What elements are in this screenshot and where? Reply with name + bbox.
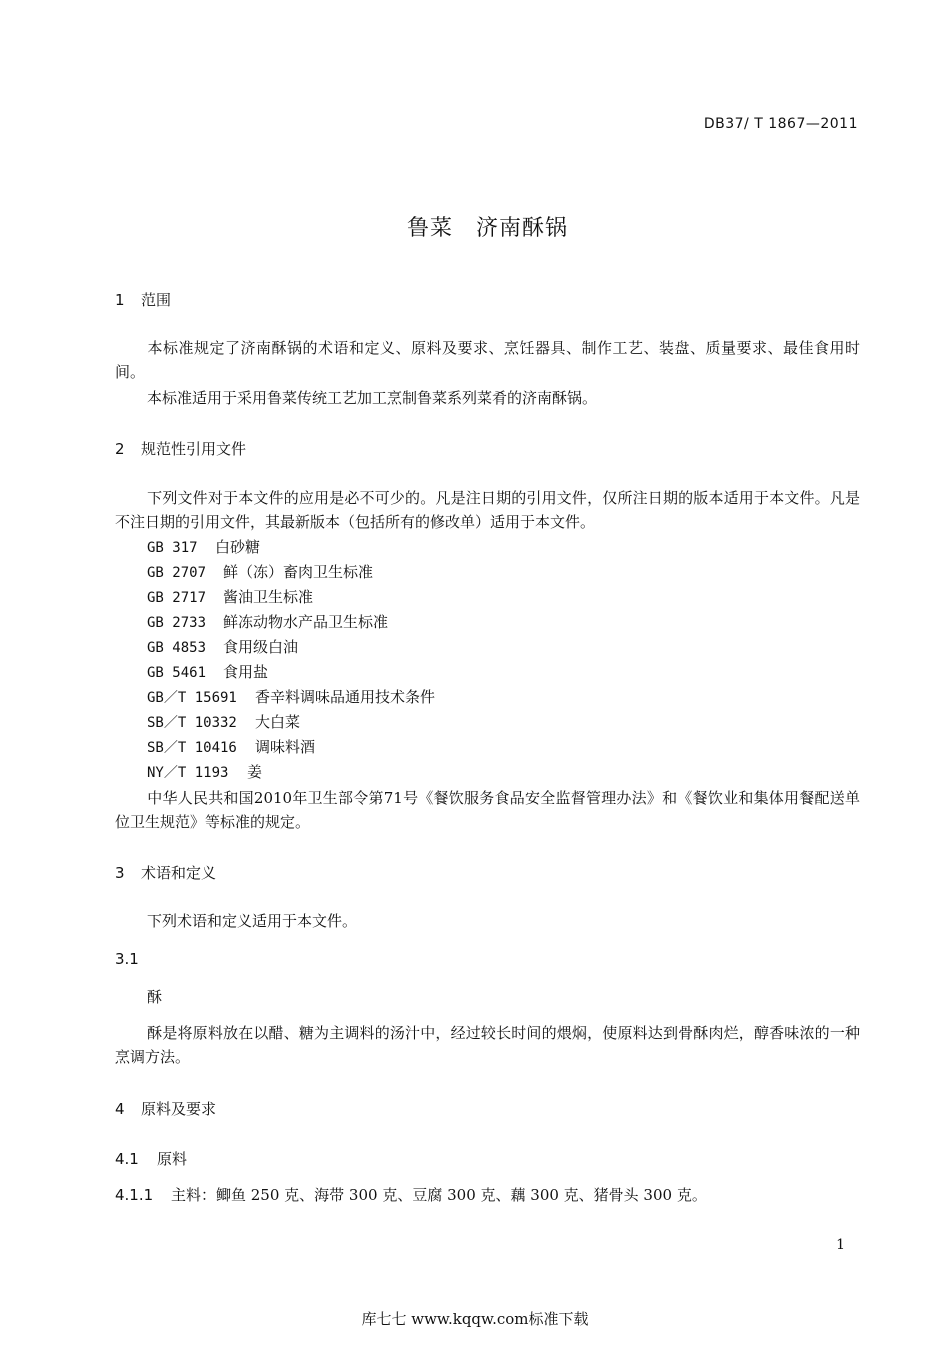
reference-item: GB 2717 酱油卫生标准 bbox=[147, 588, 314, 606]
section-number: 4 bbox=[115, 1100, 125, 1118]
reference-item: GB 5461 食用盐 bbox=[147, 663, 269, 681]
section-2-closing: 中华人民共和国2010年卫生部令第71号《餐饮服务食品安全监督管理办法》和《餐饮业和集体用餐配送单位卫生规范》等标准的规定。 bbox=[115, 789, 860, 831]
watermark-footer: 库七七 www.kqqw.com标准下载 bbox=[361, 1310, 589, 1328]
section-title: 术语和定义 bbox=[141, 864, 217, 882]
subsection-4-1-heading bbox=[115, 1148, 187, 1169]
reference-item: GB 2733 鲜冻动物水产品卫生标准 bbox=[147, 613, 389, 631]
section-number: 1 bbox=[115, 291, 125, 309]
section-4-heading bbox=[115, 1098, 216, 1119]
item-text: 主料：鲫鱼 250 克、海带 300 克、豆腐 300 克、藕 300 克、猪骨头 300 克。 bbox=[171, 1186, 707, 1204]
section-2-intro: 下列文件对于本文件的应用是必不可少的。凡是注日期的引用文件，仅所注日期的版本适用于本文件。凡是不注日期的引用文件，其最新版本（包括所有的修改单）适用于本文件。 bbox=[115, 489, 860, 531]
reference-item: GB 4853 食用级白油 bbox=[147, 638, 299, 656]
section-3-heading bbox=[115, 862, 216, 883]
section-title: 规范性引用文件 bbox=[141, 440, 247, 458]
subsection-number: 4.1 bbox=[115, 1150, 139, 1168]
subsection-title: 原料 bbox=[157, 1150, 188, 1168]
reference-item: SB／T 10416 调味料酒 bbox=[147, 738, 316, 756]
document-code: DB37/ T 1867—2011 bbox=[703, 116, 858, 132]
reference-item: GB／T 15691 香辛料调味品通用技术条件 bbox=[147, 688, 436, 706]
item-4-1-1 bbox=[115, 1183, 707, 1207]
term-name: 酥 bbox=[147, 988, 163, 1006]
section-1-paragraph-1: 本标准规定了济南酥锅的术语和定义、原料及要求、烹饪器具、制作工艺、装盘、质量要求、最佳食用时间。 bbox=[115, 339, 860, 381]
section-title: 原料及要求 bbox=[141, 1100, 217, 1118]
section-number: 3 bbox=[115, 864, 125, 882]
section-1-paragraph-2: 本标准适用于采用鲁菜传统工艺加工烹制鲁菜系列菜肴的济南酥锅。 bbox=[147, 389, 598, 407]
section-2-heading bbox=[115, 438, 246, 459]
section-3-intro: 下列术语和定义适用于本文件。 bbox=[147, 912, 358, 930]
reference-item: GB 2707 鲜（冻）畜肉卫生标准 bbox=[147, 563, 374, 581]
reference-item: GB 317 白砂糖 bbox=[147, 538, 261, 556]
reference-item: SB／T 10332 大白菜 bbox=[147, 713, 301, 731]
section-1-heading bbox=[115, 289, 171, 310]
page-number: 1 bbox=[836, 1237, 845, 1253]
section-title: 范围 bbox=[141, 291, 172, 309]
reference-item: NY／T 1193 姜 bbox=[147, 763, 263, 781]
section-number: 2 bbox=[115, 440, 125, 458]
subsection-3-1-number: 3.1 bbox=[115, 950, 139, 968]
term-definition: 酥是将原料放在以醋、糖为主调料的汤汁中，经过较长时间的煨焖，使原料达到骨酥肉烂，醇香味浓的一种烹调方法。 bbox=[115, 1024, 860, 1066]
document-title: 鲁菜 济南酥锅 bbox=[406, 216, 568, 241]
item-number: 4.1.1 bbox=[115, 1186, 154, 1204]
